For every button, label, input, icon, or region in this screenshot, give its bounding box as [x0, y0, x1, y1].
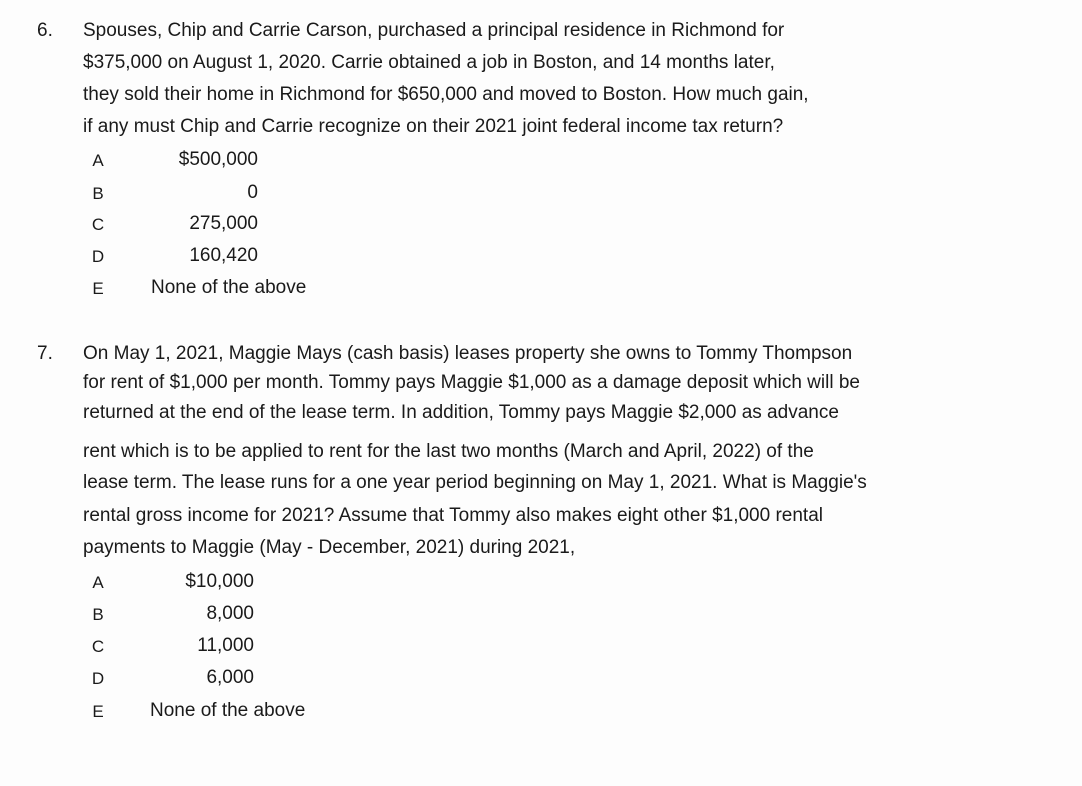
- option-value: $10,000: [185, 571, 254, 592]
- option-value: $500,000: [178, 149, 258, 170]
- option-letter: C: [91, 215, 105, 234]
- question-text-line: payments to Maggie (May - December, 2021) during 2021,: [83, 537, 576, 558]
- question-number: 7.: [37, 343, 53, 364]
- option-value: 11,000: [197, 635, 254, 656]
- option-letter: D: [91, 247, 105, 266]
- question-text-line: they sold their home in Richmond for $650,000 and moved to Boston. How much gain,: [83, 84, 809, 105]
- option-letter: E: [92, 279, 104, 298]
- option-value: 0: [247, 182, 258, 203]
- question-text-line: returned at the end of the lease term. In addition, Tommy pays Maggie $2,000 as advance: [83, 402, 839, 423]
- option-letter: D: [91, 669, 105, 688]
- option-value: 275,000: [189, 213, 258, 234]
- question-text-line: lease term. The lease runs for a one year period beginning on May 1, 2021. What is Maggie's: [83, 472, 867, 493]
- question-text-line: rent which is to be applied to rent for the last two months (March and April, 2022) of the: [83, 441, 814, 462]
- option-letter: C: [91, 637, 105, 656]
- question-text-line: Spouses, Chip and Carrie Carson, purchased a principal residence in Richmond for: [83, 20, 785, 41]
- option-letter: B: [92, 184, 104, 203]
- question-text-line: if any must Chip and Carrie recognize on their 2021 joint federal income tax return?: [83, 116, 784, 137]
- option-letter: A: [92, 151, 104, 170]
- option-letter: A: [92, 573, 104, 592]
- option-value: 8,000: [206, 603, 254, 624]
- option-letter: E: [92, 702, 104, 721]
- option-value: 160,420: [189, 245, 258, 266]
- question-text-line: $375,000 on August 1, 2020. Carrie obtained a job in Boston, and 14 months later,: [83, 52, 775, 73]
- option-value: None of the above: [150, 700, 306, 721]
- question-number: 6.: [37, 20, 53, 41]
- question-text-line: for rent of $1,000 per month. Tommy pays Maggie $1,000 as a damage deposit which will be: [83, 372, 860, 393]
- question-text-line: On May 1, 2021, Maggie Mays (cash basis) leases property she owns to Tommy Thompson: [83, 343, 853, 364]
- question-text-line: rental gross income for 2021? Assume that Tommy also makes eight other $1,000 rental: [83, 505, 823, 526]
- option-letter: B: [92, 605, 104, 624]
- option-value: 6,000: [206, 667, 254, 688]
- option-value: None of the above: [151, 277, 307, 298]
